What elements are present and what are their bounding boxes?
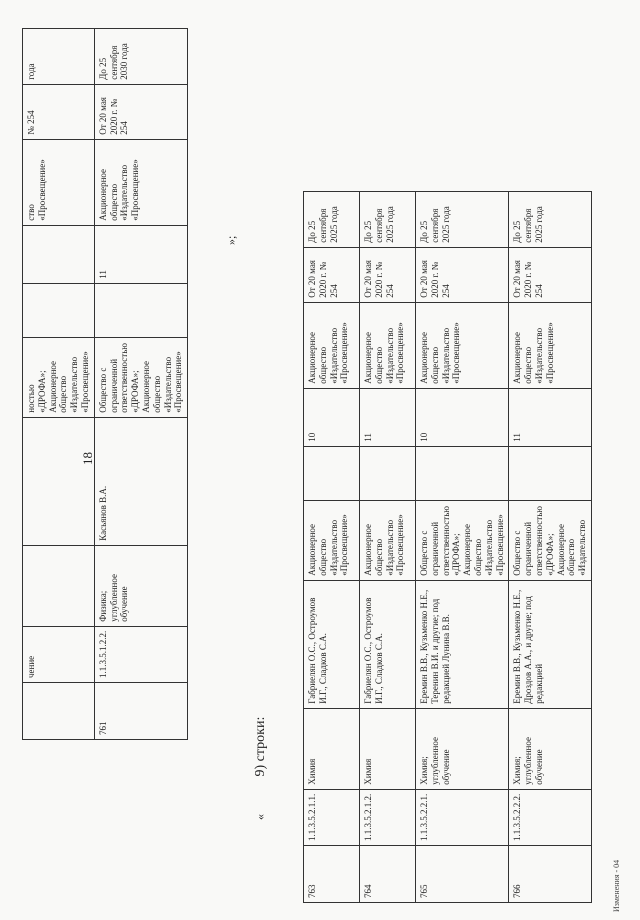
- table-cell: Физика; углубленное обучение: [94, 545, 187, 626]
- table-cell: Акционерное общество «Издательство «Просвещение»: [304, 302, 360, 388]
- table-cell: Габриелян О.С., Остроумов И.Г., Сладков С.А.: [304, 580, 360, 708]
- table-cell: ство «Просвещение»: [23, 139, 95, 225]
- table-cell: До 25 сентября 2025 года: [304, 191, 360, 247]
- table-cell: Химия; углубленное обучение: [416, 708, 509, 789]
- table-row: [94, 28, 187, 739]
- table-cell: От 20 мая 2020 г. № 254: [94, 84, 187, 139]
- table-cell: 11: [360, 388, 416, 446]
- table-cell: 11: [509, 388, 592, 446]
- table-cell: 1.1.3.5.2.2.1.: [416, 789, 509, 845]
- table-cell: Акционерное общество «Издательство «Просвещение»: [509, 302, 592, 388]
- table-cell: 11: [94, 225, 187, 283]
- table-cell: До 25 сентября 2025 года: [509, 191, 592, 247]
- table-row: [23, 28, 95, 739]
- table-row: [416, 191, 509, 902]
- table-cell: [509, 446, 592, 500]
- table-cell: ностью «ДРОФА»; Акционерное общество «Издательство «Просвещение»: [23, 337, 95, 417]
- table-cell: От 20 мая 2020 г. № 254: [509, 247, 592, 302]
- table-cell: Акционерное общество «Издательство «Просвещение»: [416, 302, 509, 388]
- opening-quote: «: [253, 814, 267, 820]
- bottom-table: [303, 191, 592, 903]
- table-cell: От 20 мая 2020 г. № 254: [304, 247, 360, 302]
- table-cell: 1.1.3.5.2.1.1.: [304, 789, 360, 845]
- table-cell: От 20 мая 2020 г. № 254: [416, 247, 509, 302]
- table-cell: [360, 446, 416, 500]
- table-cell: [23, 545, 95, 626]
- table-cell: Общество с ограниченной ответственностью «ДРОФА»; Акционерное общество «Издательство «Просвещение»: [416, 500, 509, 580]
- table-cell: [304, 446, 360, 500]
- table-cell: До 25 сентября 2030 года: [94, 28, 187, 84]
- table-cell: 1.1.3.5.2.2.2.: [509, 789, 592, 845]
- table-cell: Еремин В.В., Кузьменко Н.Е., Дроздов А.А., и другие; под редакцией: [509, 580, 592, 708]
- table-cell: [416, 446, 509, 500]
- table-cell: Акционерное общество «Издательство «Просвещение»: [94, 139, 187, 225]
- page-number: 18: [80, 452, 95, 465]
- table-row: [509, 191, 592, 902]
- table-cell: Касьянов В.А.: [94, 417, 187, 545]
- table-cell: Химия; углубленное обучение: [509, 708, 592, 789]
- section-label: 9) строки:: [253, 716, 268, 777]
- table-cell: 1.1.3.5.2.1.2.: [360, 789, 416, 845]
- table-cell: 766: [509, 846, 592, 903]
- table-cell: 10: [416, 388, 509, 446]
- table-cell: 764: [360, 846, 416, 903]
- table-cell: [94, 283, 187, 337]
- table-cell: года: [23, 28, 95, 84]
- section-header: [253, 717, 269, 820]
- top-table: [22, 28, 188, 740]
- table-cell: Акционерное общество «Издательство «Просвещение»: [360, 302, 416, 388]
- table-cell: 1.1.3.5.1.2.2.: [94, 626, 187, 682]
- table-cell: [23, 283, 95, 337]
- table-cell: До 25 сентября 2025 года: [416, 191, 509, 247]
- table-row: [360, 191, 416, 902]
- table-cell: Общество с ограниченной ответственностью «ДРОФА»; Акционерное общество «Издательство «Просвещение»: [94, 337, 187, 417]
- table-cell: [23, 225, 95, 283]
- table-cell: Акционерное общество «Издательство «Просвещение»: [360, 500, 416, 580]
- table-cell: Общество с ограниченной ответственностью «ДРОФА»; Акционерное общество «Издательство: [509, 500, 592, 580]
- table-cell: От 20 мая 2020 г. № 254: [360, 247, 416, 302]
- table-cell: [23, 683, 95, 740]
- table-cell: 761: [94, 683, 187, 740]
- table-cell: Акционерное общество «Издательство «Просвещение»: [304, 500, 360, 580]
- table-cell: [23, 417, 95, 545]
- table-cell: Еремин В.В., Кузьменко Н.Е., Теренин В.И. и другие; под редакцией Лунина В.В.: [416, 580, 509, 708]
- table-cell: Габриелян О.С., Остроумов И.Г., Сладков С.А.: [360, 580, 416, 708]
- table-cell: 763: [304, 846, 360, 903]
- footer-note: Изменения - 04: [612, 859, 621, 912]
- table-cell: Химия: [360, 708, 416, 789]
- table-cell: 765: [416, 846, 509, 903]
- closing-quote: »;: [224, 235, 238, 245]
- table-cell: чение: [23, 626, 95, 682]
- table-row: [304, 191, 360, 902]
- table-cell: До 25 сентября 2025 года: [360, 191, 416, 247]
- table-cell: 10: [304, 388, 360, 446]
- table-cell: № 254: [23, 84, 95, 139]
- table-cell: Химия: [304, 708, 360, 789]
